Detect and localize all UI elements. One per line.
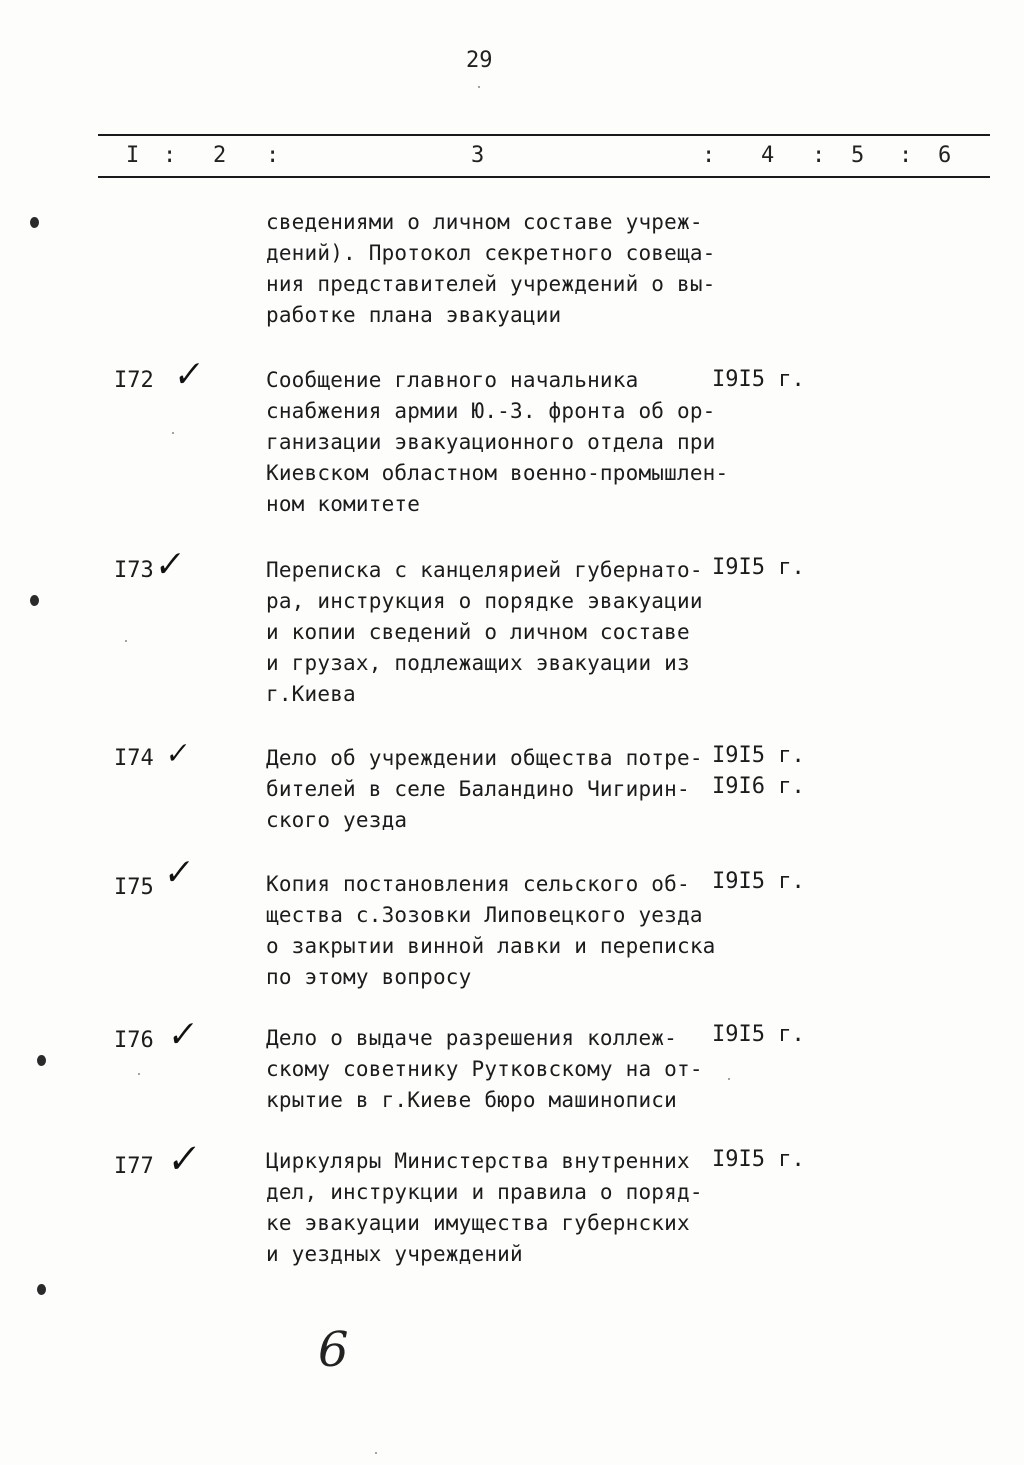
entry-number: I73 xyxy=(114,558,154,583)
punch-hole-icon xyxy=(37,1055,46,1066)
checkmark-icon: ✓ xyxy=(162,735,190,772)
entry-date: I9I5 г. xyxy=(712,555,805,580)
entry-number: I77 xyxy=(114,1154,154,1179)
header-separator: : xyxy=(163,143,177,168)
checkmark-icon: ✓ xyxy=(163,1013,197,1057)
checkmark-icon: ✓ xyxy=(159,851,193,895)
entry-description: Копия постановления сельского об- щества с.Зозовки Липовецкого уезда о закрытии винной лавки и переписка по этому вопросу xyxy=(266,872,716,989)
checkmark-icon: ✓ xyxy=(162,1135,200,1183)
header-separator: : xyxy=(702,143,716,168)
punch-hole-icon xyxy=(30,217,39,228)
header-col-4: 4 xyxy=(761,143,775,168)
punch-hole-icon xyxy=(30,595,39,606)
handwritten-mark: 6 xyxy=(318,1322,349,1378)
header-col-3: 3 xyxy=(471,143,485,168)
scan-speck xyxy=(728,1078,730,1080)
entry-date: I9I5 г. xyxy=(712,869,805,894)
entry-number: I72 xyxy=(114,368,154,393)
entry-description: Дело об учреждении общества потре- бителей в селе Баландино Чигирин- ского уезда xyxy=(266,746,703,832)
entry-date: I9I5 г. xyxy=(712,367,805,392)
header-col-2: 2 xyxy=(213,143,227,168)
scan-speck xyxy=(478,86,480,88)
checkmark-icon: ✓ xyxy=(150,543,184,587)
punch-hole-icon xyxy=(37,1284,46,1295)
checkmark-icon: ✓ xyxy=(169,353,203,397)
scan-speck xyxy=(172,432,174,434)
entry-date: I9I5 г. xyxy=(712,1022,805,1047)
entry-description: Переписка с канцелярией губернато- ра, инструкция о порядке эвакуации и копии сведений о личном составе и грузах, подлежащих эвакуации из г.Киева xyxy=(266,558,703,706)
header-col-5: 5 xyxy=(851,143,865,168)
scan-speck xyxy=(125,640,127,642)
entry-number: I76 xyxy=(114,1028,154,1053)
header-separator: : xyxy=(266,143,280,168)
page-number: 29 xyxy=(466,48,493,73)
entry-description: Циркуляры Министерства внутренних дел, инструкции и правила о поряд- ке эвакуации имущества губернских и уездных учреждений xyxy=(266,1149,703,1266)
header-col-1: I xyxy=(126,143,140,168)
entry-date: I9I6 г. xyxy=(712,774,805,799)
entry-description: Дело о выдаче разрешения коллеж- скому советнику Рутковскому на от- крытие в г.Киеве бюро машинописи xyxy=(266,1026,703,1112)
entry-number: I74 xyxy=(114,746,154,771)
scan-speck xyxy=(375,1452,377,1454)
header-top-rule xyxy=(98,134,990,136)
entry-number: I75 xyxy=(114,875,154,900)
scan-speck xyxy=(138,1073,140,1075)
header-separator: : xyxy=(899,143,913,168)
continuation-text: сведениями о личном составе учреж- дений). Протокол секретного совеща- ния представителей учреждений о вы- работке плана эвакуации xyxy=(266,210,716,327)
entry-date: I9I5 г. xyxy=(712,1147,805,1172)
entry-date: I9I5 г. xyxy=(712,743,805,768)
entry-description: Сообщение главного начальника снабжения армии Ю.-З. фронта об ор- ганизации эвакуационного отдела при Киевском областном военно-промышлен- ном комитете xyxy=(266,368,729,516)
header-col-6: 6 xyxy=(938,143,952,168)
header-bottom-rule xyxy=(98,176,990,178)
header-separator: : xyxy=(812,143,826,168)
